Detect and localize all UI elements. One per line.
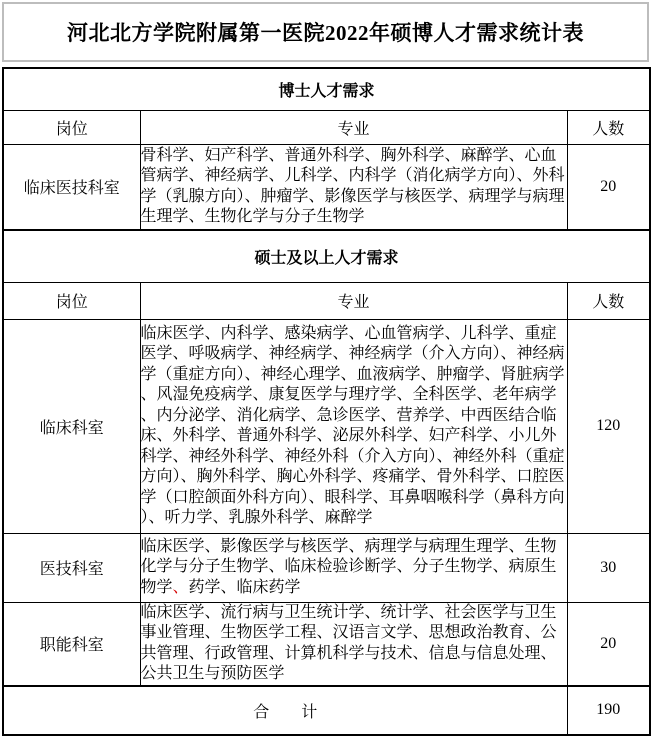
column-header-count: 人数 [567, 110, 650, 144]
column-header-major: 专业 [140, 110, 567, 144]
total-row [3, 686, 650, 735]
major-cell: 临床医学、内科学、感染病学、心血管病学、儿科学、重症医学、呼吸病学、神经病学、神经病学（介入方向）、神经病学（重症方向）、神经心理学、血液病学、肿瘤学、肾脏病学、风湿免疫病学、康复医学与理疗学、全科医学、老年病学、内分泌学、消化病学、急诊医学、营养学、中西医结合临床、外科学、普通外科学、泌尿外科学、妇产科学、小儿外科学、神经外科学、神经外科（介入方向）、神经外科（重症方向）、胸外科学、胸心外科学、疼痛学、骨外科学、口腔医学（口腔颌面外科方向）、眼科学、耳鼻咽喉科学（鼻科方向）、听力学、乳腺外科学、麻醉学 [140, 319, 567, 533]
major-text: 药学、临床药学 [188, 578, 301, 596]
position-cell: 临床科室 [3, 319, 140, 533]
table-row-clinical-medtech [3, 144, 650, 230]
count-cell: 20 [567, 602, 650, 686]
total-count: 190 [567, 686, 650, 735]
table-row-medtech [3, 533, 650, 602]
position-cell: 医技科室 [3, 533, 140, 602]
section-header-doctor: 博士人才需求 [3, 68, 650, 110]
page-title: 河北北方学院附属第一医院2022年硕博人才需求统计表 [67, 21, 584, 45]
major-text: 临床医学、影像医学与核医学、病理学与病理生理学、生物化学与分子生物学、临床检验诊断学、分子生物学、病原生物学 [140, 537, 557, 596]
header-row-master [3, 282, 650, 319]
column-header-position: 岗位 [3, 282, 140, 319]
table-row-clinical [3, 319, 650, 533]
header-row-doctor [3, 110, 650, 144]
section-header-master: 硕士及以上人才需求 [3, 230, 650, 282]
section-row-master [3, 230, 650, 282]
table-row-functional [3, 602, 650, 686]
count-cell: 120 [567, 319, 650, 533]
position-cell: 职能科室 [3, 602, 140, 686]
count-cell: 30 [567, 533, 650, 602]
column-header-major: 专业 [140, 282, 567, 319]
count-cell: 20 [567, 144, 650, 230]
column-header-count: 人数 [567, 282, 650, 319]
total-label: 合 计 [3, 686, 567, 735]
column-header-position: 岗位 [3, 110, 140, 144]
title-box [2, 2, 649, 62]
position-cell: 临床医技科室 [3, 144, 140, 230]
talent-demand-table [2, 67, 651, 736]
section-row-doctor [3, 68, 650, 110]
major-cell: 骨科学、妇产科学、普通外科学、胸外科学、麻醉学、心血管病学、神经病学、儿科学、内科学（消化病学方向）、外科学（乳腺方向）、肿瘤学、影像医学与核医学、病理学与病理生理学、生物化学与分子生物学 [140, 144, 567, 230]
red-comma-mark: 、 [172, 578, 189, 596]
major-cell: 临床医学、流行病与卫生统计学、统计学、社会医学与卫生事业管理、生物医学工程、汉语言文学、思想政治教育、公共管理、行政管理、计算机科学与技术、信息与信息处理、公共卫生与预防医学 [140, 602, 567, 686]
major-cell [140, 533, 567, 602]
